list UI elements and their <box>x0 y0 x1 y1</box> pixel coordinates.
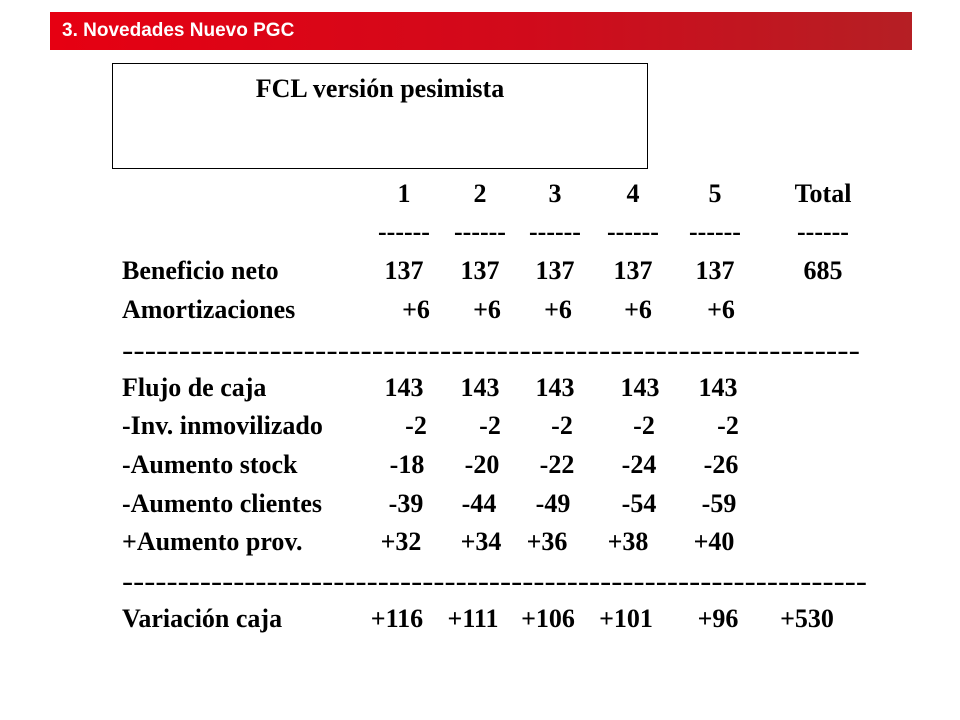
row-value: -22 <box>539 450 575 479</box>
row-label: -Aumento clientes <box>122 489 323 518</box>
row-value: +106 <box>521 604 575 633</box>
row-value: 137 <box>613 256 653 285</box>
row-value: 137 <box>384 256 424 285</box>
column-header-5: 5 <box>708 179 722 208</box>
row-value: +101 <box>599 604 653 633</box>
row-value: +96 <box>697 604 739 633</box>
row-value: -2 <box>405 411 427 440</box>
table-row <box>0 446 960 484</box>
row-value: -59 <box>701 489 737 518</box>
header-dashes: ------ <box>607 217 659 246</box>
row-label: Amortizaciones <box>122 295 296 324</box>
row-value: +32 <box>380 527 422 556</box>
row-value: +6 <box>624 295 652 324</box>
separator-dashes: ------------------------------------------------------------------- <box>122 567 867 596</box>
row-value: -24 <box>621 450 657 479</box>
row-value: -2 <box>717 411 739 440</box>
row-value-total: +530 <box>780 604 834 633</box>
row-value: 137 <box>460 256 500 285</box>
row-value: 143 <box>384 373 424 402</box>
row-value: -2 <box>551 411 573 440</box>
column-header-1: 1 <box>397 179 411 208</box>
header-dashes: ------ <box>378 217 430 246</box>
row-value: +6 <box>473 295 501 324</box>
column-header-4: 4 <box>626 179 640 208</box>
separator-line <box>0 332 960 370</box>
row-value: +116 <box>370 604 424 633</box>
header-dashes: ------ <box>529 217 581 246</box>
section-header-title: 3. Novedades Nuevo PGC <box>62 20 295 41</box>
row-label: Beneficio neto <box>122 256 279 285</box>
row-value: +38 <box>607 527 649 556</box>
header-dashes: ------ <box>689 217 741 246</box>
row-value: -44 <box>461 489 497 518</box>
slide-title: FCL versión pesimista <box>255 74 505 103</box>
table-row <box>0 523 960 561</box>
column-header-3: 3 <box>548 179 562 208</box>
row-value: -26 <box>703 450 739 479</box>
table-row <box>0 291 960 329</box>
row-value: 137 <box>695 256 735 285</box>
table-row <box>0 369 960 407</box>
row-value: -18 <box>389 450 425 479</box>
column-header-2: 2 <box>473 179 487 208</box>
row-label: -Aumento stock <box>122 450 298 479</box>
row-value: +6 <box>402 295 430 324</box>
table-row <box>0 485 960 523</box>
row-value: +40 <box>693 527 735 556</box>
table-row-total <box>0 600 960 638</box>
row-value: -49 <box>535 489 571 518</box>
table-row <box>0 407 960 445</box>
column-header-total: Total <box>794 179 852 208</box>
row-value: 143 <box>535 373 575 402</box>
column-header-row <box>0 175 960 213</box>
row-value: +6 <box>707 295 735 324</box>
title-box <box>112 63 648 169</box>
row-value: -2 <box>479 411 501 440</box>
table-row <box>0 252 960 290</box>
row-label: -Inv. inmovilizado <box>122 411 323 440</box>
row-value: -54 <box>621 489 657 518</box>
separator-dashes: ----------------------------------------------------------------- <box>122 336 860 365</box>
header-dashes: ------ <box>797 217 849 246</box>
row-value: 137 <box>535 256 575 285</box>
row-value: +111 <box>447 604 499 633</box>
row-value: +36 <box>526 527 568 556</box>
row-label: Variación caja <box>122 604 283 633</box>
row-value: -20 <box>464 450 500 479</box>
separator-line <box>0 563 960 601</box>
row-value: -2 <box>633 411 655 440</box>
row-value: 143 <box>460 373 500 402</box>
row-value: 143 <box>620 373 660 402</box>
row-value: 143 <box>698 373 738 402</box>
header-underline-row <box>0 213 960 251</box>
row-value: +6 <box>544 295 572 324</box>
section-header-bar <box>50 12 912 50</box>
row-label: Flujo de caja <box>122 373 267 402</box>
row-value: +34 <box>460 527 502 556</box>
header-dashes: ------ <box>454 217 506 246</box>
row-value: -39 <box>388 489 424 518</box>
row-label: +Aumento prov. <box>122 527 303 556</box>
row-value-total: 685 <box>803 256 843 285</box>
